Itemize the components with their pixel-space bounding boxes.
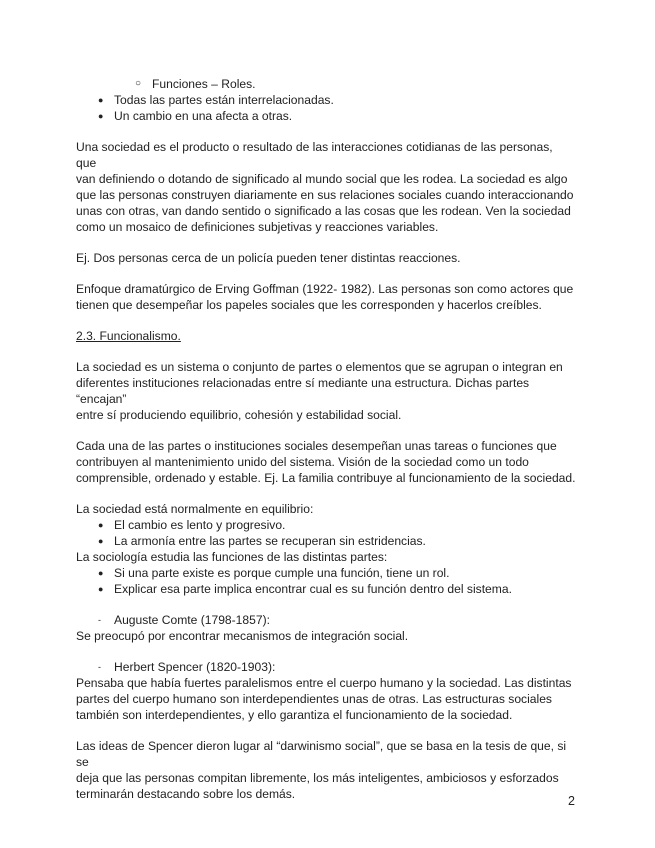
bullet-item <box>76 533 576 549</box>
dash-item-text: Herbert Spencer (1820-1903): <box>114 660 276 674</box>
bullet-item <box>76 517 576 533</box>
paragraph-funciones <box>76 438 576 486</box>
paragraph-darwinismo <box>76 738 576 802</box>
text-line: Cada una de las partes o instituciones sociales desempeñan unas tareas o funciones que <box>76 439 557 453</box>
dash-icon: - <box>98 662 101 672</box>
bullet-text: El cambio es lento y progresivo. <box>114 518 286 532</box>
bullet-item <box>76 92 576 108</box>
paragraph-goffman <box>76 281 576 313</box>
text-line: Enfoque dramatúrgico de Erving Goffman (1922- 1982). Las personas son como actores que <box>76 282 574 296</box>
text-line: van definiendo o dotando de significado al mundo social que les rodea. La sociedad es algo <box>76 172 568 186</box>
text-line: diferentes instituciones relacionadas entre sí mediante una estructura. Dichas partes “encajan” <box>76 376 530 406</box>
text-line: tienen que desempeñar los papeles sociales que les corresponden y hacerlos creíbles. <box>76 298 542 312</box>
bullet-icon: ● <box>98 584 104 594</box>
bullet-item <box>76 108 576 124</box>
sub-bullet-item <box>76 76 576 92</box>
bullet-text: Funciones – Roles. <box>152 77 256 91</box>
dash-icon: - <box>98 615 101 625</box>
text-line: terminarán destacando sobre los demás. <box>76 787 296 801</box>
paragraph-sociedad <box>76 139 576 235</box>
dash-item-text: Auguste Comte (1798-1857): <box>114 613 270 627</box>
equilibrio-intro: La sociedad está normalmente en equilibrio: <box>76 502 314 516</box>
paragraph-ejemplo <box>76 250 576 266</box>
bullet-text: Explicar esa parte implica encontrar cual es su función dentro del sistema. <box>114 582 512 596</box>
page-content <box>76 76 576 802</box>
bullet-text: Si una parte existe es porque cumple una función, tiene un rol. <box>114 566 450 580</box>
bullet-icon: ● <box>98 111 104 121</box>
text-line: Ej. Dos personas cerca de un policía pueden tener distintas reacciones. <box>76 251 461 265</box>
text-line: que las personas construyen diariamente en sus relaciones sociales cuando interaccionando <box>76 188 574 202</box>
text-line: La sociedad es un sistema o conjunto de partes o elementos que se agrupan o integran en <box>76 360 563 374</box>
bullet-icon: ● <box>98 536 104 546</box>
bullet-text: La armonía entre las partes se recuperan sin estridencias. <box>114 534 426 548</box>
text-line: como un mosaico de definiciones subjetivas y reacciones variables. <box>76 220 439 234</box>
text-line: también son interdependientes, y ello garantiza el funcionamiento de la sociedad. <box>76 708 513 722</box>
bullet-item <box>76 565 576 581</box>
dash-item-spencer <box>76 659 576 675</box>
text-line: entre sí produciendo equilibrio, cohesión y estabilidad social. <box>76 408 402 422</box>
comte-text: Se preocupó por encontrar mecanismos de integración social. <box>76 629 409 643</box>
text-line: partes del cuerpo humano son interdependientes unas de otras. Las estructuras sociales <box>76 692 552 706</box>
text-line: contribuyen al mantenimiento unido del sistema. Visión de la sociedad como un todo <box>76 455 529 469</box>
circle-bullet-icon: ○ <box>135 78 142 89</box>
text-line: deja que las personas compitan libremente, los más inteligentes, ambiciosos y esforzados <box>76 771 559 785</box>
bullet-text: Todas las partes están interrelacionadas. <box>114 93 334 107</box>
text-line: unas con otras, van dando sentido o significado a las cosas que les rodean. Ven la sociedad <box>76 204 571 218</box>
bullet-icon: ● <box>98 520 104 530</box>
bullet-item <box>76 581 576 597</box>
paragraph-spencer <box>76 675 576 723</box>
sociologia-intro: La sociología estudia las funciones de las distintas partes: <box>76 550 388 564</box>
text-line: Una sociedad es el producto o resultado de las interacciones cotidianas de las personas, que <box>76 140 553 170</box>
text-line: Pensaba que había fuertes paralelismos entre el cuerpo humano y la sociedad. Las distintas <box>76 676 572 690</box>
paragraph-sistema <box>76 359 576 423</box>
bullet-text: Un cambio en una afecta a otras. <box>114 109 293 123</box>
text-line: comprensible, ordenado y estable. Ej. La familia contribuye al funcionamiento de la sociedad. <box>76 471 576 485</box>
text-line: Las ideas de Spencer dieron lugar al “darwinismo social”, que se basa en la tesis de que, si se <box>76 739 567 769</box>
dash-item-comte <box>76 612 576 628</box>
bullet-icon: ● <box>98 95 104 105</box>
bullet-icon: ● <box>98 568 104 578</box>
page-number: 2 <box>568 794 575 808</box>
section-heading: 2.3. Funcionalismo. <box>76 329 181 343</box>
